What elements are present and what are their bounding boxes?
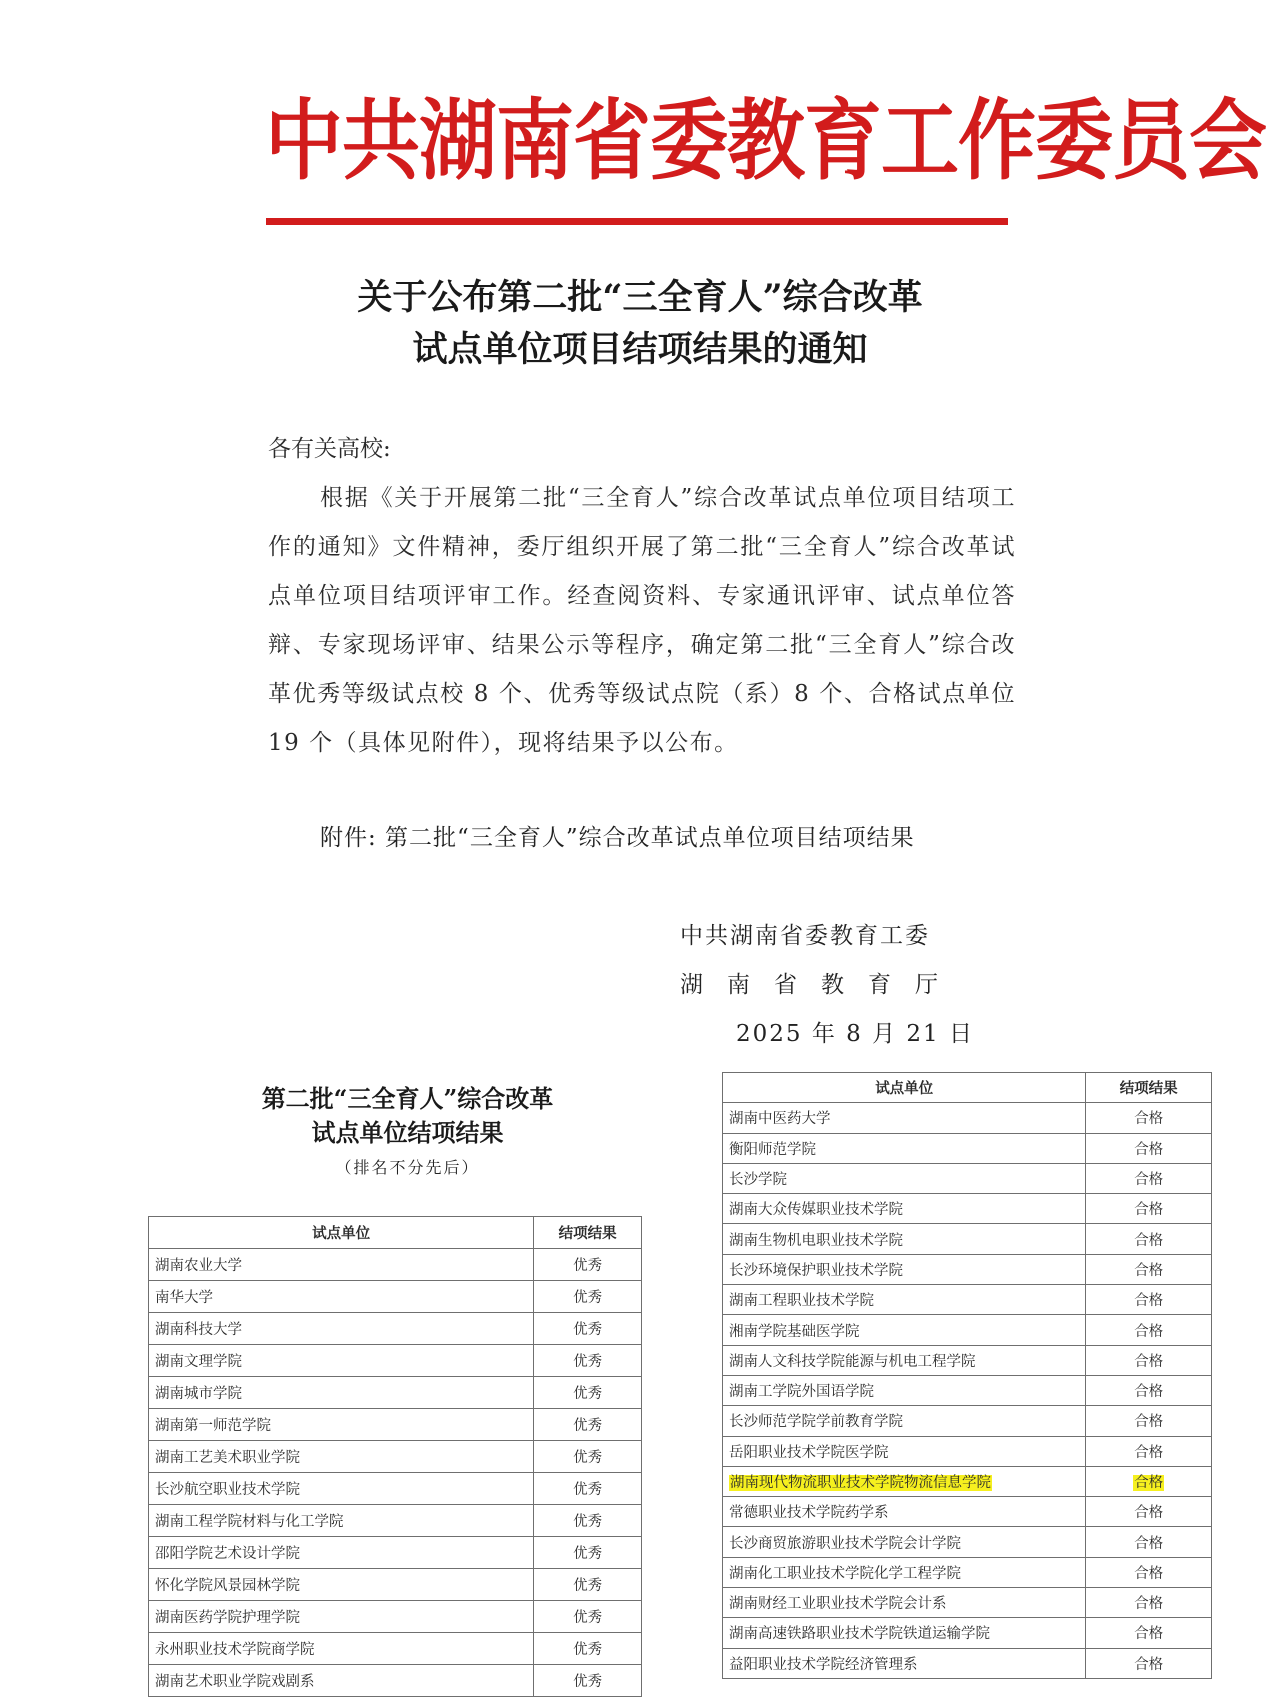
result-cell: [1086, 1527, 1212, 1557]
unit-cell: [723, 1527, 1086, 1557]
table-row: [149, 1249, 642, 1281]
table-row: [723, 1345, 1212, 1375]
notice-title-line-2: 试点单位项目结项结果的通知: [412, 329, 868, 370]
table-row: [149, 1569, 642, 1601]
result-cell: [534, 1377, 642, 1409]
unit-cell: [723, 1194, 1086, 1224]
signature-org-2: 湖南省教育厅: [680, 972, 962, 998]
unit-name: 长沙航空职业技术学院: [155, 1482, 300, 1498]
result-cell: [1086, 1194, 1212, 1224]
table-row: [723, 1497, 1212, 1527]
unit-name: 长沙商贸旅游职业技术学院会计学院: [729, 1535, 961, 1552]
unit-name: 长沙学院: [729, 1172, 787, 1189]
table-row: [723, 1648, 1212, 1678]
signature-block: [680, 912, 974, 1059]
unit-name: 湖南工艺美术职业学院: [155, 1450, 300, 1466]
unit-name: 益阳职业技术学院经济管理系: [729, 1656, 918, 1673]
masthead-red-rule: [266, 218, 1008, 225]
result-value: 合格: [1134, 1535, 1164, 1552]
result-value: 优秀: [573, 1642, 603, 1658]
unit-cell: [149, 1665, 534, 1697]
result-value: 合格: [1134, 1323, 1164, 1340]
unit-name: 永州职业技术学院商学院: [155, 1642, 315, 1658]
table-row: [723, 1315, 1212, 1345]
result-value: 优秀: [573, 1674, 603, 1690]
result-cell: [534, 1281, 642, 1313]
table-row: [149, 1345, 642, 1377]
salutation: 各有关高校:: [268, 436, 391, 462]
signature-date: 2025 年 8 月 21 日: [736, 1021, 974, 1047]
result-value: 优秀: [573, 1610, 603, 1626]
result-cell: [1086, 1375, 1212, 1405]
result-value: 优秀: [573, 1322, 603, 1338]
result-cell: [1086, 1406, 1212, 1436]
unit-name: 湖南工程职业技术学院: [729, 1293, 874, 1310]
table-row: [723, 1588, 1212, 1618]
attachment-note: （排名不分先后）: [335, 1158, 480, 1177]
unit-cell: [723, 1406, 1086, 1436]
result-value: 合格: [1134, 1232, 1164, 1249]
unit-name: 衡阳师范学院: [729, 1141, 816, 1158]
result-cell: [1086, 1436, 1212, 1466]
result-value: 合格: [1134, 1505, 1164, 1522]
unit-cell: [723, 1285, 1086, 1315]
unit-name: 湖南工学院外国语学院: [729, 1384, 874, 1401]
column-header-result: 结项结果: [1086, 1073, 1212, 1103]
result-value: 合格: [1134, 1596, 1164, 1613]
table-header-row: [723, 1073, 1212, 1103]
result-cell: [534, 1345, 642, 1377]
result-cell: [1086, 1557, 1212, 1587]
unit-cell: [149, 1537, 534, 1569]
result-cell: [1086, 1588, 1212, 1618]
result-cell: [534, 1633, 642, 1665]
result-cell: [534, 1409, 642, 1441]
unit-name: 岳阳职业技术学院医学院: [729, 1444, 889, 1461]
table-row: [149, 1633, 642, 1665]
result-cell: [1086, 1103, 1212, 1133]
unit-name: 湖南文理学院: [155, 1354, 242, 1370]
table-row: [723, 1557, 1212, 1587]
unit-cell: [149, 1345, 534, 1377]
result-cell: [534, 1473, 642, 1505]
unit-cell: [149, 1281, 534, 1313]
attachment-line: 附件: 第二批“三全育人”综合改革试点单位项目结项结果: [320, 825, 915, 851]
result-value: 优秀: [573, 1482, 603, 1498]
result-value: 合格: [1134, 1475, 1164, 1491]
column-header-unit: 试点单位: [149, 1217, 534, 1249]
result-cell: [1086, 1315, 1212, 1345]
table-row: [149, 1473, 642, 1505]
unit-cell: [723, 1618, 1086, 1648]
unit-cell: [149, 1377, 534, 1409]
table-row: [149, 1377, 642, 1409]
result-cell: [534, 1569, 642, 1601]
result-cell: [1086, 1618, 1212, 1648]
result-value: 优秀: [573, 1546, 603, 1562]
result-value: 合格: [1134, 1656, 1164, 1673]
table-row: [149, 1601, 642, 1633]
result-value: 优秀: [573, 1386, 603, 1402]
table-row: [149, 1441, 642, 1473]
result-value: 优秀: [573, 1578, 603, 1594]
unit-cell: [723, 1254, 1086, 1284]
table-row: [723, 1527, 1212, 1557]
result-value: 优秀: [573, 1258, 603, 1274]
result-value: 优秀: [573, 1514, 603, 1530]
unit-cell: [723, 1557, 1086, 1587]
table-row: [723, 1285, 1212, 1315]
notice-title: [200, 272, 1080, 376]
unit-name: 湖南工程学院材料与化工学院: [155, 1514, 344, 1530]
result-cell: [534, 1313, 642, 1345]
unit-name: 湖南第一师范学院: [155, 1418, 271, 1434]
result-cell: [1086, 1254, 1212, 1284]
result-cell: [1086, 1345, 1212, 1375]
table-row: [149, 1537, 642, 1569]
unit-name: 湖南高速铁路职业技术学院铁道运输学院: [729, 1626, 990, 1643]
notice-title-line-1: 关于公布第二批“三全育人”综合改革: [357, 277, 923, 318]
table-row: [723, 1406, 1212, 1436]
result-value: 合格: [1134, 1111, 1164, 1128]
unit-name: 常德职业技术学院药学系: [729, 1505, 889, 1522]
unit-name: 南华大学: [155, 1290, 213, 1306]
unit-cell: [723, 1224, 1086, 1254]
table-row: [723, 1254, 1212, 1284]
table-row: [723, 1224, 1212, 1254]
result-value: 合格: [1134, 1353, 1164, 1370]
unit-cell: [149, 1601, 534, 1633]
result-value: 合格: [1134, 1414, 1164, 1431]
column-header-result: 结项结果: [534, 1217, 642, 1249]
unit-cell: [723, 1648, 1086, 1678]
result-cell: [1086, 1133, 1212, 1163]
unit-name: 怀化学院风景园林学院: [155, 1578, 300, 1594]
result-value: 合格: [1134, 1384, 1164, 1401]
result-cell: [534, 1249, 642, 1281]
unit-name: 邵阳学院艺术设计学院: [155, 1546, 300, 1562]
table-header-row: [149, 1217, 642, 1249]
result-cell: [1086, 1497, 1212, 1527]
table-row: [149, 1313, 642, 1345]
table-row: [149, 1409, 642, 1441]
result-cell: [1086, 1224, 1212, 1254]
unit-cell: [723, 1497, 1086, 1527]
unit-name: 湖南农业大学: [155, 1258, 242, 1274]
result-value: 优秀: [573, 1418, 603, 1434]
result-cell: [534, 1601, 642, 1633]
table-row: [149, 1281, 642, 1313]
unit-cell: [723, 1315, 1086, 1345]
result-cell: [534, 1441, 642, 1473]
unit-cell: [149, 1249, 534, 1281]
result-value: 合格: [1134, 1172, 1164, 1189]
unit-name: 湖南化工职业技术学院化学工程学院: [729, 1565, 961, 1582]
result-value: 合格: [1134, 1626, 1164, 1643]
unit-cell: [149, 1569, 534, 1601]
table-row: [149, 1665, 642, 1697]
unit-name: 湖南大众传媒职业技术学院: [729, 1202, 903, 1219]
unit-cell: [723, 1103, 1086, 1133]
unit-cell: [149, 1409, 534, 1441]
result-cell: [534, 1665, 642, 1697]
result-cell: [1086, 1648, 1212, 1678]
unit-name: 湖南城市学院: [155, 1386, 242, 1402]
table-row: [723, 1618, 1212, 1648]
result-value: 合格: [1134, 1565, 1164, 1582]
table-row-highlighted: [723, 1466, 1212, 1496]
unit-cell: [723, 1133, 1086, 1163]
table-row: [723, 1436, 1212, 1466]
notice-body: [268, 425, 1016, 768]
result-cell: [1086, 1285, 1212, 1315]
unit-cell: [149, 1633, 534, 1665]
masthead-title: 中共湖南省委教育工作委员会: [265, 90, 1267, 193]
unit-name: 湘南学院基础医学院: [729, 1323, 860, 1340]
unit-name: 湖南中医药大学: [729, 1111, 831, 1128]
unit-cell: [723, 1163, 1086, 1193]
unit-cell: [723, 1466, 1086, 1496]
body-paragraph: 根据《关于开展第二批“三全育人”综合改革试点单位项目结项工作的通知》文件精神，委厅组织开展了第二批“三全育人”综合改革试点单位项目结项评审工作。经查阅资料、专家通讯评审、试点单位答辩、专家现场评审、结果公示等程序，确定第二批“三全育人”综合改革优秀等级试点校 8 个、优秀等级试点院（系）8 个、合格试点单位 19 个（具体见附件），现将结果予以公布。: [268, 485, 1016, 756]
result-cell: [1086, 1466, 1212, 1496]
unit-name: 长沙师范学院学前教育学院: [729, 1414, 903, 1431]
unit-name: 湖南人文科技学院能源与机电工程学院: [729, 1353, 976, 1370]
unit-name: 湖南艺术职业学院戏剧系: [155, 1674, 315, 1690]
unit-name: 湖南科技大学: [155, 1322, 242, 1338]
table-row: [723, 1375, 1212, 1405]
unit-name: 湖南生物机电职业技术学院: [729, 1232, 903, 1249]
table-row: [149, 1505, 642, 1537]
unit-cell: [723, 1345, 1086, 1375]
result-value: 合格: [1134, 1202, 1164, 1219]
result-value: 优秀: [573, 1290, 603, 1306]
result-value: 优秀: [573, 1450, 603, 1466]
unit-name: 湖南现代物流职业技术学院物流信息学院: [730, 1475, 991, 1491]
attachment-title-line-2: 试点单位结项结果: [311, 1118, 504, 1147]
unit-name: 湖南医药学院护理学院: [155, 1610, 300, 1626]
table-row: [723, 1163, 1212, 1193]
result-cell: [1086, 1163, 1212, 1193]
results-table-right: [722, 1072, 1212, 1679]
signature-org-1: 中共湖南省委教育工委: [680, 923, 930, 949]
result-value: 合格: [1134, 1141, 1164, 1158]
results-table-left: [148, 1216, 642, 1697]
attachment-title-line-1: 第二批“三全育人”综合改革: [261, 1084, 554, 1113]
attachment-title: [220, 1082, 595, 1150]
result-value: 优秀: [573, 1354, 603, 1370]
unit-cell: [723, 1436, 1086, 1466]
result-cell: [534, 1537, 642, 1569]
table-row: [723, 1194, 1212, 1224]
result-cell: [534, 1505, 642, 1537]
column-header-unit: 试点单位: [723, 1073, 1086, 1103]
unit-cell: [149, 1505, 534, 1537]
result-value: 合格: [1134, 1293, 1164, 1310]
unit-cell: [149, 1441, 534, 1473]
unit-name: 湖南财经工业职业技术学院会计系: [729, 1596, 947, 1613]
table-row: [723, 1103, 1212, 1133]
unit-cell: [723, 1588, 1086, 1618]
unit-cell: [723, 1375, 1086, 1405]
result-value: 合格: [1134, 1444, 1164, 1461]
unit-cell: [149, 1313, 534, 1345]
result-value: 合格: [1134, 1262, 1164, 1279]
unit-cell: [149, 1473, 534, 1505]
table-row: [723, 1133, 1212, 1163]
unit-name: 长沙环境保护职业技术学院: [729, 1262, 903, 1279]
